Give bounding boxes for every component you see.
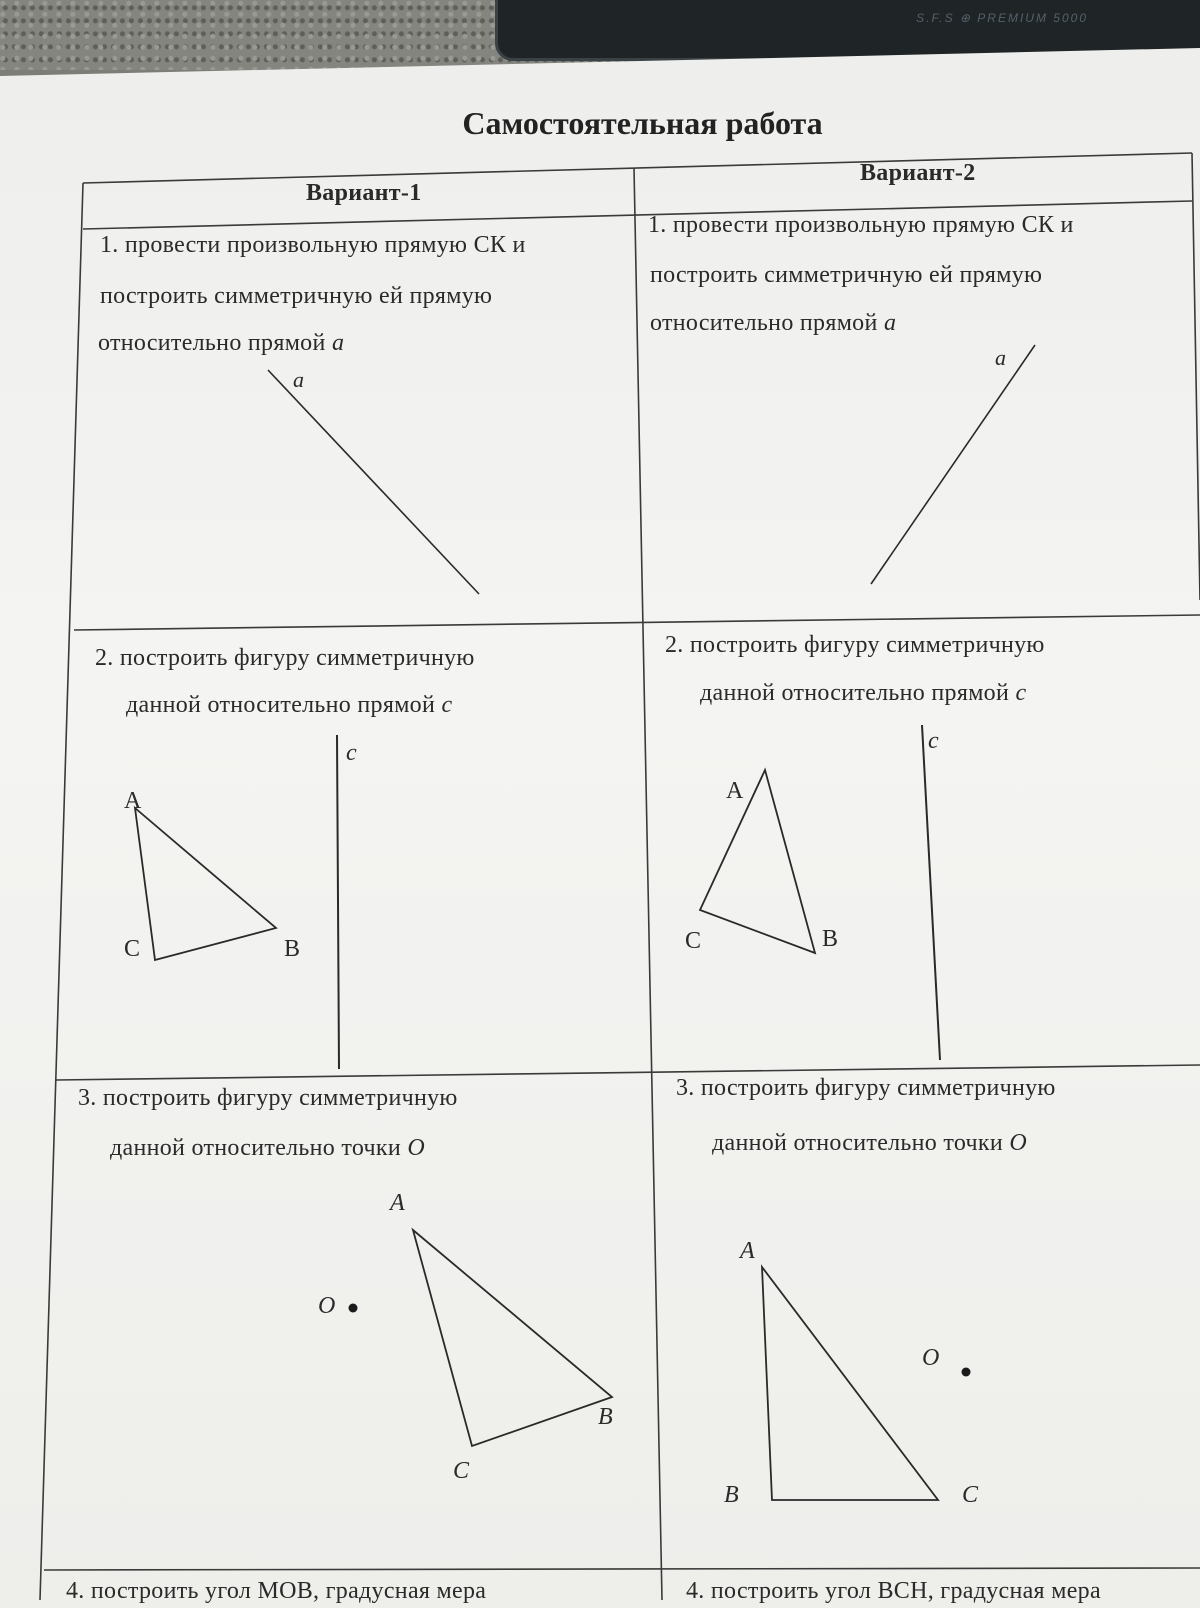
v1-t3-vertex-c: C (453, 1458, 470, 1484)
v2-t2-vertex-b: B (822, 926, 839, 952)
v2-t2-vertex-c: C (685, 928, 702, 954)
v1-task3-line2-text: данной относительно точки (110, 1135, 402, 1161)
v2-task3-var: O (1009, 1130, 1027, 1156)
v2-task2-line2 (700, 680, 1026, 707)
table-row-divider-1 (74, 615, 1200, 630)
v2-t3-vertex-c: C (962, 1482, 979, 1508)
v1-task3-line1: 3. построить фигуру симметричную (78, 1085, 458, 1111)
v1-task1-line3-text: относительно прямой (98, 330, 326, 356)
v2-task2-var: c (1015, 680, 1027, 706)
v2-line-a-label: a (995, 345, 1006, 370)
v1-t2-vertex-c: C (124, 936, 141, 962)
v1-t2-vertex-b: B (284, 936, 301, 962)
page-title: Самостоятельная работа (462, 105, 823, 141)
v1-task1-var: a (331, 330, 345, 356)
table-left-border (40, 183, 83, 1600)
v1-task4-line1: 4. построить угол МОВ, градусная мера (66, 1578, 487, 1604)
v1-task2-line1: 2. построить фигуру симметричную (95, 645, 475, 671)
table-column-divider (634, 168, 662, 1600)
v2-t3-vertex-b: B (724, 1482, 739, 1508)
v2-t2-vertex-a: A (726, 778, 744, 804)
v2-line-a (871, 345, 1035, 584)
v2-task3-line2-text: данной относительно точки (712, 1130, 1004, 1156)
v2-task2-line2-text: данной относительно прямой (700, 680, 1010, 706)
v2-task4-line1: 4. построить угол ВСН, градусная мера (686, 1578, 1101, 1604)
v2-task1-line1: 1. провести произвольную прямую СК и (648, 212, 1074, 238)
table-top-border (83, 153, 1192, 183)
v2-triangle-abc-task2 (700, 770, 815, 953)
v2-task3-line2 (712, 1130, 1027, 1157)
v1-task1-line3 (98, 330, 344, 357)
v2-task1-var: a (883, 310, 897, 336)
v2-task1-line3-text: относительно прямой (650, 310, 878, 336)
v1-t3-vertex-b: B (598, 1404, 613, 1430)
v2-task1-line3 (650, 310, 896, 337)
variant-2-header: Вариант-2 (860, 160, 976, 186)
v1-t3-vertex-a: A (390, 1190, 405, 1216)
v2-task1-line2: построить симметричную ей прямую (650, 262, 1043, 288)
v1-point-o (349, 1304, 358, 1313)
phone-brand-label: S.F.S ⊕ PREMIUM 5000 (916, 11, 1088, 25)
v1-t2-vertex-a: A (124, 788, 142, 814)
table-row-divider-3 (44, 1568, 1200, 1570)
variant-1-header: Вариант-1 (306, 180, 422, 206)
v2-point-o (962, 1368, 971, 1377)
v2-point-o-label: O (922, 1345, 940, 1371)
v2-task3-line1: 3. построить фигуру симметричную (676, 1075, 1056, 1101)
v1-line-c-label: c (346, 740, 357, 766)
v2-task2-line1: 2. построить фигуру симметричную (665, 632, 1045, 658)
v1-task2-var: c (441, 692, 453, 718)
v1-task3-line2 (110, 1135, 425, 1162)
v1-line-c (337, 735, 339, 1069)
v1-triangle-abc-task3 (413, 1230, 612, 1446)
v2-line-c (922, 725, 940, 1060)
v1-task2-line2-text: данной относительно прямой (126, 692, 436, 718)
v1-task2-line2 (126, 692, 452, 719)
v2-triangle-abc-task3 (762, 1267, 938, 1500)
v1-task1-line2: построить симметричную ей прямую (100, 283, 493, 309)
v1-task3-var: O (407, 1135, 425, 1161)
v1-line-a-label: a (293, 367, 304, 392)
v1-task1-line1: 1. провести произвольную прямую СК и (100, 232, 526, 258)
v2-line-c-label: c (928, 728, 939, 754)
v1-triangle-abc-task2 (135, 808, 276, 960)
v2-t3-vertex-a: A (740, 1238, 755, 1264)
v1-line-a (268, 370, 479, 594)
v1-point-o-label: O (318, 1293, 336, 1319)
table-right-border (1192, 153, 1200, 600)
